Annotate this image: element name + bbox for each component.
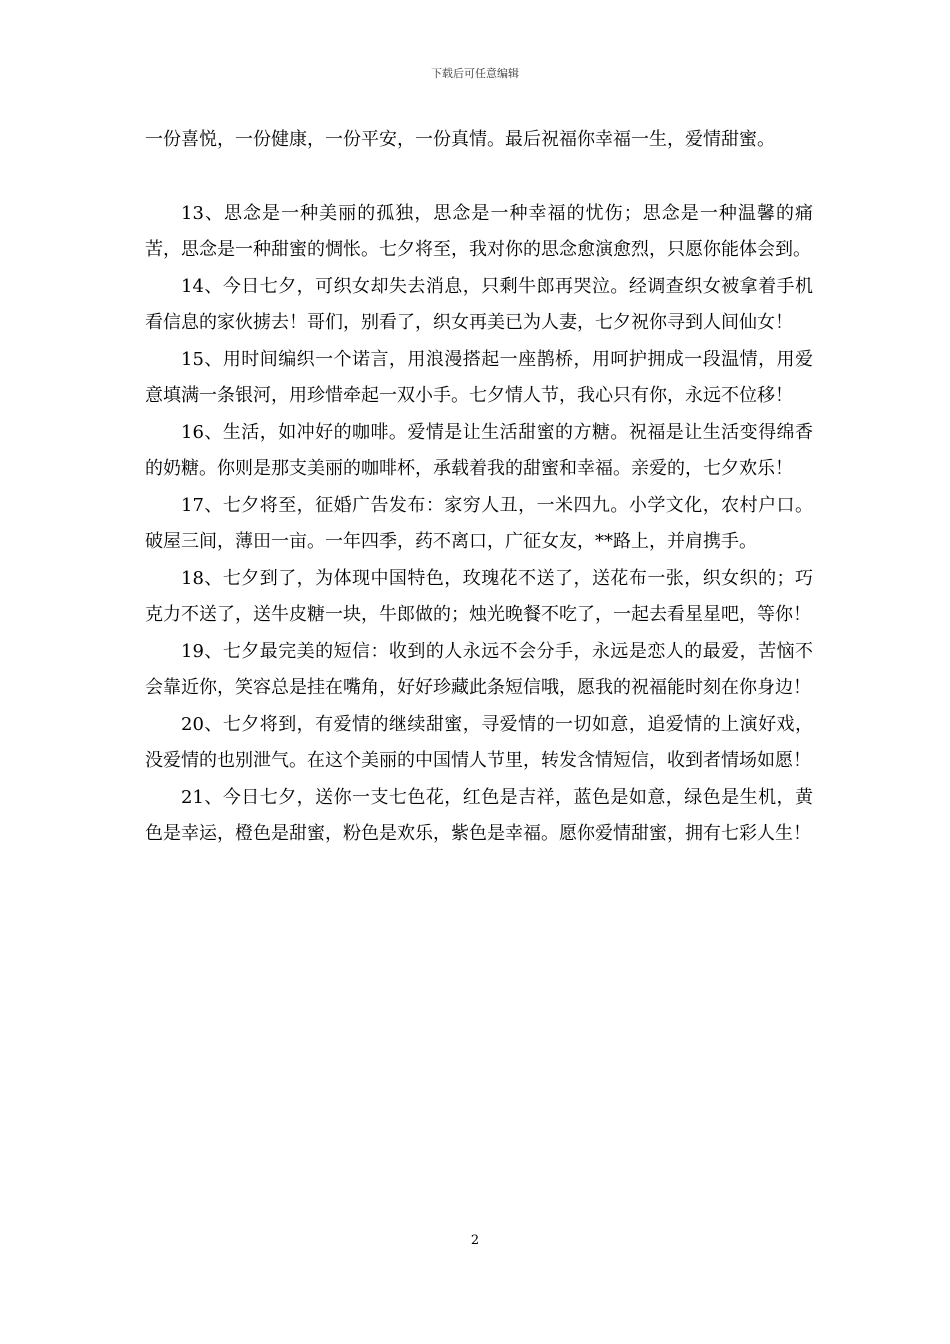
paragraph-17: 17、七夕将至，征婚广告发布：家穷人丑，一米四九。小学文化，农村户口。破屋三间，薄田一亩。一年四季，药不离口，广征女友，**路上，并肩携手。	[145, 495, 813, 552]
paragraph-14: 14、今日七夕，可织女却失去消息，只剩牛郎再哭泣。经调查织女被拿着手机看信息的家伙掳去！哥们，别看了，织女再美已为人妻，七夕祝你寻到人间仙女！	[145, 276, 813, 333]
paragraph-16: 16、生活，如冲好的咖啡。爱情是让生活甜蜜的方糖。祝福是让生活变得绵香的奶糖。你则是那支美丽的咖啡杯，承载着我的甜蜜和幸福。亲爱的，七夕欢乐！	[145, 422, 813, 479]
paragraph-18: 18、七夕到了，为体现中国特色，玫瑰花不送了，送花布一张，织女织的；巧克力不送了，送牛皮糖一块，牛郎做的；烛光晚餐不吃了，一起去看星星吧，等你！	[145, 568, 813, 625]
intro-paragraph: 一份喜悦，一份健康，一份平安，一份真情。最后祝福你幸福一生，爱情甜蜜。	[145, 129, 775, 150]
paragraph-19: 19、七夕最完美的短信：收到的人永远不会分手，永远是恋人的最爱，苦恼不会靠近你，笑容总是挂在嘴角，好好珍藏此条短信哦，愿我的祝福能时刻在你身边！	[145, 641, 813, 698]
paragraph-20: 20、七夕将到，有爱情的继续甜蜜，寻爱情的一切如意，追爱情的上演好戏，没爱情的也别泄气。在这个美丽的中国情人节里，转发含情短信，收到者情场如愿！	[145, 714, 813, 771]
paragraph-21: 21、今日七夕，送你一支七色花，红色是吉祥，蓝色是如意，绿色是生机，黄色是幸运，橙色是甜蜜，粉色是欢乐，紫色是幸福。愿你爱情甜蜜，拥有七彩人生！	[145, 787, 813, 844]
page-header: 下载后可任意编辑	[431, 67, 519, 80]
document-body	[145, 196, 813, 853]
page-number: 2	[470, 1233, 480, 1248]
paragraph-13: 13、思念是一种美丽的孤独，思念是一种幸福的忧伤；思念是一种温馨的痛苦，思念是一种甜蜜的惆怅。七夕将至，我对你的思念愈演愈烈，只愿你能体会到。	[145, 203, 813, 260]
paragraph-15: 15、用时间编织一个诺言，用浪漫搭起一座鹊桥，用呵护拥成一段温情，用爱意填满一条银河，用珍惜牵起一双小手。七夕情人节，我心只有你，永远不位移！	[145, 349, 813, 406]
